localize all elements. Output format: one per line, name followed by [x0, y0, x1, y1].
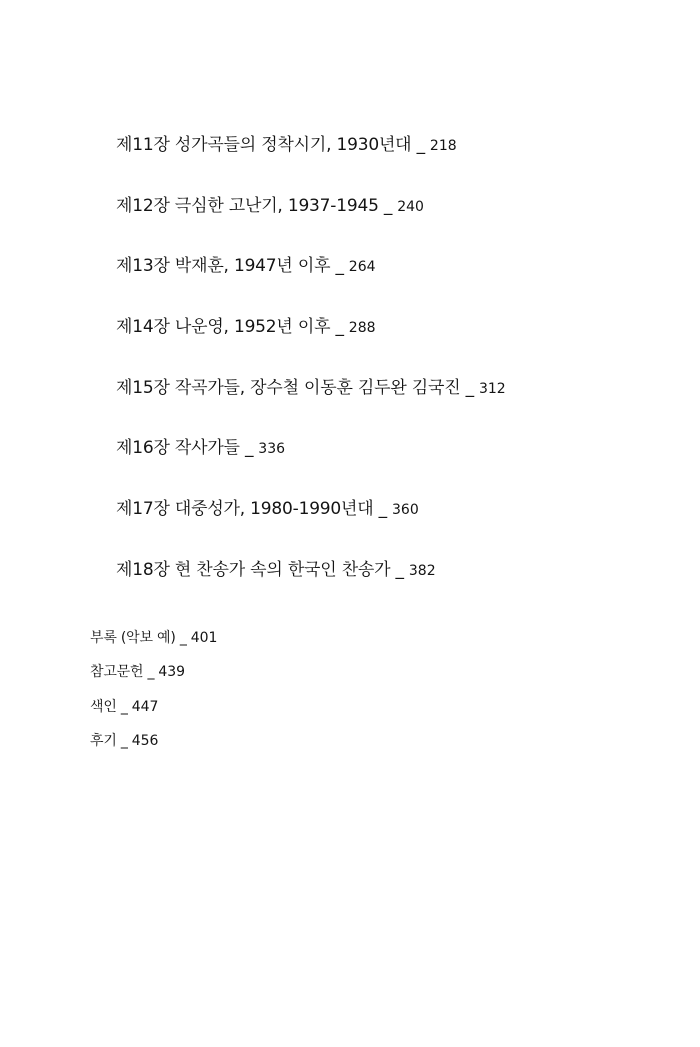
chapter-page-number: 218	[429, 138, 457, 154]
chapter-page-number: 240	[397, 198, 424, 215]
chapter-entry-14	[116, 310, 506, 371]
appendix-entry	[90, 624, 217, 658]
chapter-entry-18	[116, 553, 506, 614]
afterword-page-number: 456	[131, 732, 159, 749]
index-title: 색인 _	[90, 698, 128, 715]
afterword-title: 후기 _	[90, 732, 128, 749]
chapter-title: 제14장 나운영, 1952년 이후 _	[116, 317, 344, 338]
chapter-title: 제12장 극심한 고난기, 1937-1945 _	[116, 195, 393, 216]
chapter-title: 제13장 박재훈, 1947년 이후 _	[116, 256, 344, 277]
index-page-number: 447	[131, 698, 159, 715]
chapter-title: 제17장 대중성가, 1980-1990년대 _	[116, 499, 387, 520]
chapter-page-number: 288	[348, 320, 376, 337]
references-title: 참고문헌 _	[90, 664, 155, 681]
chapter-entry-17	[116, 492, 506, 553]
chapter-entry-12	[116, 189, 506, 250]
chapter-page-number: 312	[478, 380, 506, 397]
chapter-entry-11	[116, 128, 506, 189]
chapter-entry-16	[116, 431, 506, 492]
chapter-page-number: 264	[348, 259, 376, 276]
chapter-title: 제15장 작곡가들, 장수철 이동훈 김두완 김국진 _	[116, 377, 474, 398]
chapter-list	[116, 128, 506, 614]
index-entry	[90, 693, 217, 727]
chapter-entry-15	[116, 371, 506, 432]
chapter-page-number: 382	[408, 562, 436, 579]
references-entry	[90, 658, 217, 692]
back-matter-list	[90, 624, 217, 761]
appendix-page-number: 401	[190, 630, 218, 646]
chapter-title: 제16장 작사가들 _	[116, 438, 254, 459]
chapter-title: 제11장 성가곡들의 정착시기, 1930년대 _	[116, 135, 425, 155]
references-page-number: 439	[158, 664, 186, 681]
chapter-page-number: 360	[392, 502, 419, 519]
afterword-entry	[90, 727, 217, 761]
appendix-title: 부록 (악보 예) _	[90, 630, 187, 646]
chapter-title: 제18장 현 찬송가 속의 한국인 찬송가 _	[116, 559, 404, 580]
chapter-page-number: 336	[258, 441, 286, 458]
chapter-entry-13	[116, 249, 506, 310]
